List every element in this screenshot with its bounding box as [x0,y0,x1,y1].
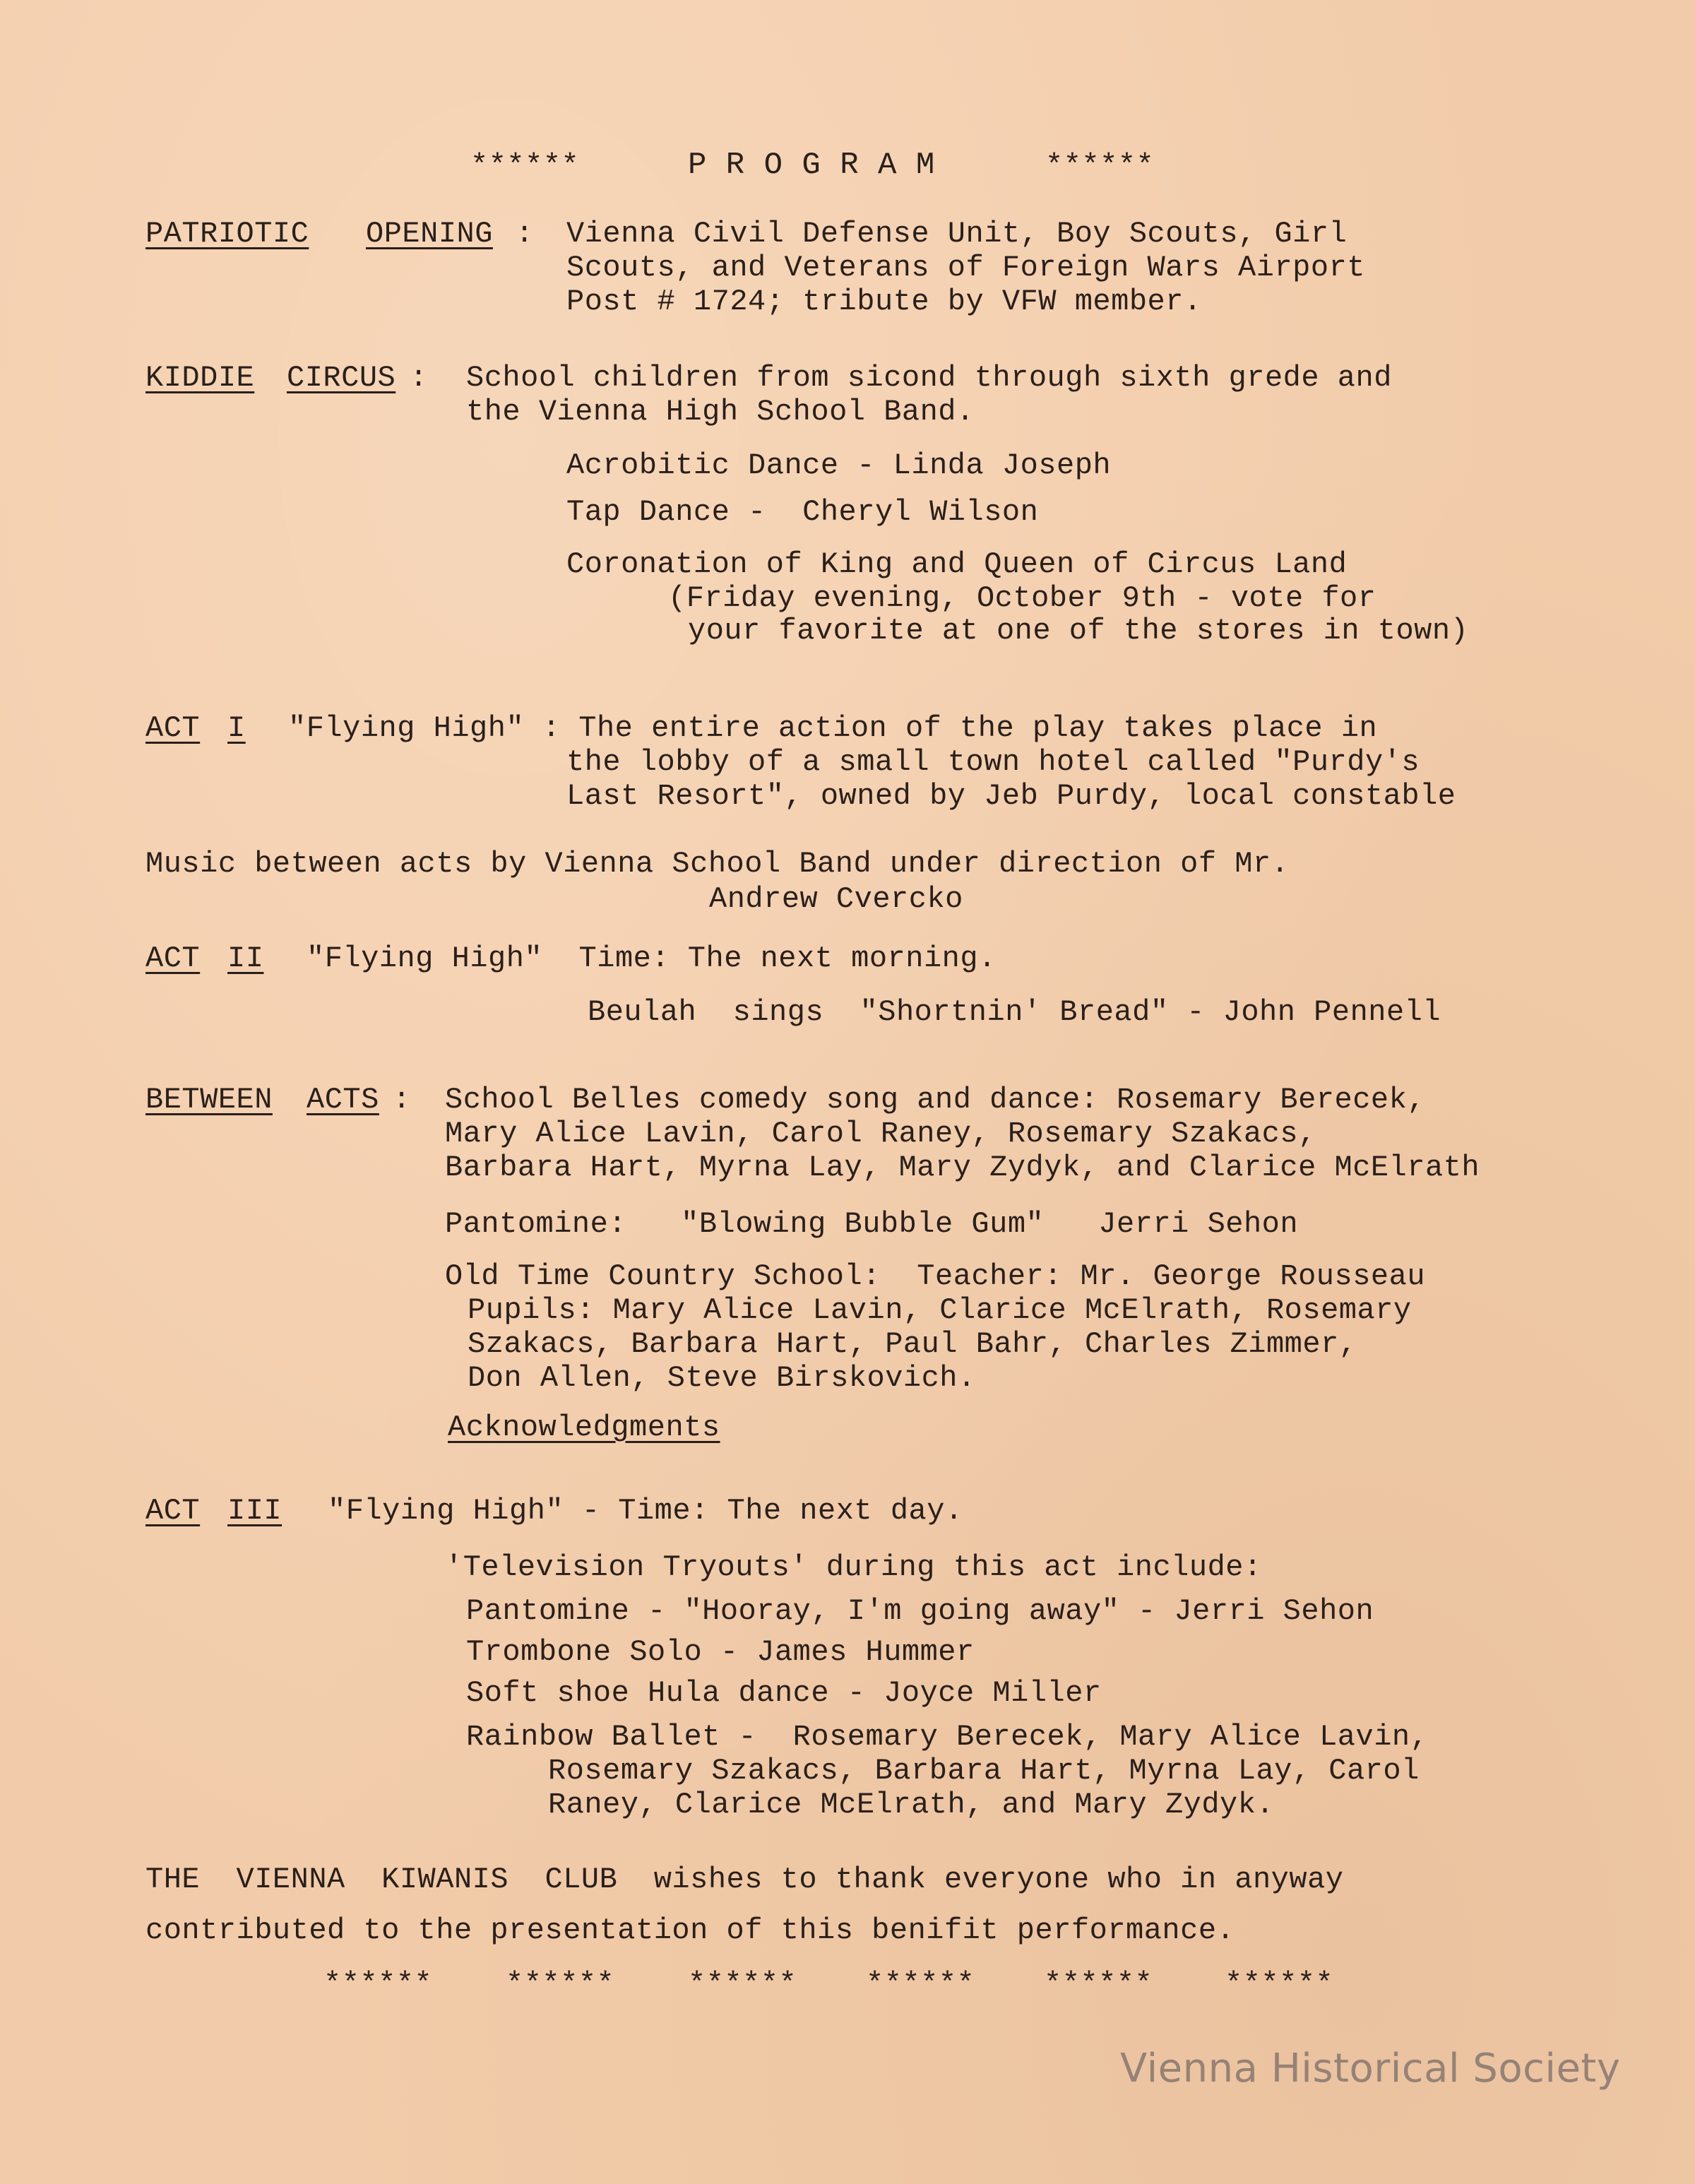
act3-item: Pantomine - "Hooray, I'm going away" - Jerri Sehon [466,1594,1374,1628]
thanks-line: THE VIENNA KIWANIS CLUB wishes to thank everyone who in anyway [145,1863,1344,1897]
act3-numeral: III [227,1494,282,1528]
patriotic-line: Post # 1724; tribute by VFW member. [566,285,1202,319]
belles-line: Barbara Hart, Myrna Lay, Mary Zydyk, and Clarice McElrath [445,1151,1480,1185]
act3-item: Rainbow Ballet - Rosemary Berecek, Mary Alice Lavin, [466,1720,1429,1754]
between-label: BETWEEN [145,1083,273,1117]
music-line: Andrew Cvercko [709,882,963,916]
act3-label: ACT [145,1494,201,1528]
patriotic-label: PATRIOTIC [145,217,309,251]
acrobatic-dance: Acrobitic Dance - Linda Joseph [566,449,1112,482]
watermark: Vienna Historical Society [1120,2046,1621,2091]
act2-numeral: II [227,942,264,975]
opening-label: OPENING [366,217,493,251]
act1-label: ACT [145,711,201,745]
footer-stars: ****** [1225,1967,1334,2001]
footer-stars: ****** [866,1967,975,2001]
act1-line: the lobby of a small town hotel called "Purdy's [566,745,1420,779]
acts-label: ACTS [307,1083,379,1117]
act1-numeral: I [227,711,246,745]
patriotic-colon: : [516,217,534,251]
act2-line: "Flying High" Time: The next morning. [307,942,997,975]
patriotic-line: Vienna Civil Defense Unit, Boy Scouts, Girl [566,217,1348,251]
pantomine-line: Pantomine: "Blowing Bubble Gum" Jerri Sehon [445,1207,1299,1241]
kiddie-colon: : [410,361,428,395]
kiddie-line: School children from sicond through sixth grede and [466,361,1392,395]
ballet-cont: Rosemary Szakacs, Barbara Hart, Myrna Lay, Carol [548,1754,1420,1788]
acknowledgments: Acknowledgments [448,1411,720,1444]
tap-dance: Tap Dance - Cheryl Wilson [566,495,1039,529]
patriotic-line: Scouts, and Veterans of Foreign Wars Airport [566,251,1365,285]
act3-intro: 'Television Tryouts' during this act include: [445,1550,1262,1584]
act1-line: Last Resort", owned by Jeb Purdy, local constable [566,779,1456,813]
between-colon: : [393,1083,411,1117]
coronation-line: your favorite at one of the stores in town) [688,614,1469,648]
music-line: Music between acts by Vienna School Band under direction of Mr. [145,847,1290,881]
act3-item: Trombone Solo - James Hummer [466,1635,975,1669]
coronation-line: (Friday evening, October 9th - vote for [668,581,1376,615]
school-line: Don Allen, Steve Birskovich. [468,1361,976,1395]
act3-item: Soft shoe Hula dance - Joyce Miller [466,1676,1102,1710]
school-line: Szakacs, Barbara Hart, Paul Bahr, Charles Zimmer, [468,1327,1357,1361]
act3-line: "Flying High" - Time: The next day. [328,1494,963,1528]
header-stars-right: ****** [1045,149,1155,183]
thanks-line: contributed to the presentation of this benifit performance. [145,1913,1235,1947]
beulah-line: Beulah sings "Shortnin' Bread" - John Pennell [588,995,1441,1029]
footer-stars: ****** [1044,1967,1153,2001]
footer-stars: ****** [688,1967,797,2001]
circus-label: CIRCUS [287,361,396,395]
act1-line: "Flying High" : The entire action of the play takes place in [288,711,1378,745]
footer-stars: ****** [506,1967,615,2001]
page-title: P R O G R A M [688,148,935,183]
header-stars-left: ****** [470,149,580,183]
belles-line: School Belles comedy song and dance: Rosemary Berecek, [445,1083,1426,1117]
belles-line: Mary Alice Lavin, Carol Raney, Rosemary Szakacs, [445,1117,1316,1151]
ballet-cont: Raney, Clarice McElrath, and Mary Zydyk. [548,1788,1275,1822]
footer-stars: ****** [323,1967,433,2001]
coronation-line: Coronation of King and Queen of Circus Land [566,547,1348,581]
school-line: Old Time Country School: Teacher: Mr. George Rousseau [445,1259,1426,1293]
kiddie-label: KIDDIE [145,361,255,395]
kiddie-line: the Vienna High School Band. [466,395,975,429]
school-line: Pupils: Mary Alice Lavin, Clarice McElrath, Rosemary [468,1293,1412,1327]
act2-label: ACT [145,942,201,975]
